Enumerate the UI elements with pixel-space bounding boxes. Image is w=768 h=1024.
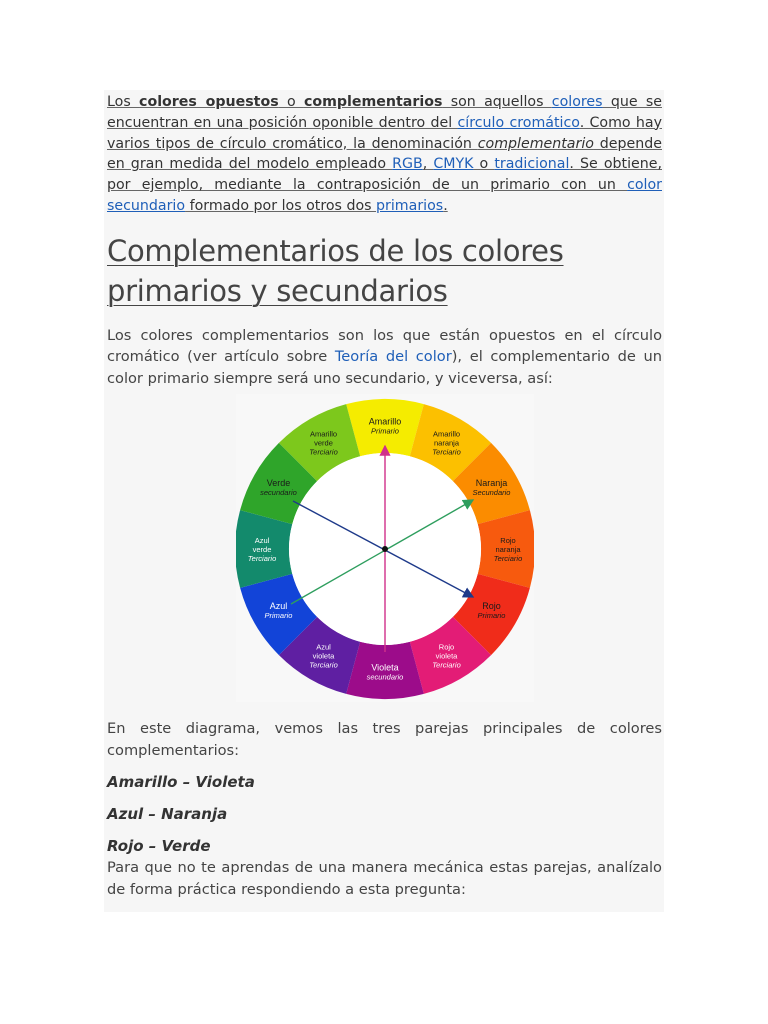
svg-text:Primario: Primario (477, 611, 506, 620)
pair-amarillo-violeta: Amarillo – Violeta (107, 773, 255, 791)
link-circulo-cromatico[interactable]: círculo cromático (457, 114, 580, 131)
intro-text: . Se obtiene, por ejemplo, mediante la contraposición de un primario con un (107, 156, 662, 194)
svg-text:Terciario: Terciario (432, 447, 461, 457)
intro-text: o (473, 156, 495, 173)
svg-text:Primario: Primario (371, 426, 399, 436)
center-dot (382, 546, 388, 552)
svg-text:Amarillo: Amarillo (309, 429, 338, 439)
intro-paragraph (107, 92, 662, 217)
italic-term: complementario (477, 135, 594, 152)
bold-term-opuestos: colores opuestos (139, 94, 279, 110)
paragraph-text: ), el complementario de un color primario siempre será uno secundario, y viceversa, así: (107, 348, 662, 387)
link-color-secundario[interactable]: color secundario (107, 177, 662, 214)
svg-text:Terciario: Terciario (309, 447, 338, 457)
bold-term-complementarios: complementarios (303, 94, 443, 110)
link-cmyk[interactable]: CMYK (433, 156, 474, 173)
wheel-label-violeta (367, 663, 404, 682)
svg-text:violeta: violeta (312, 651, 335, 661)
article-body (107, 92, 662, 389)
closing-paragraph: Para que no te aprendas de una manera mecánica estas parejas, analízalo de forma práctica respondiendo a esta pregunta: (107, 859, 662, 898)
diagram-paragraph: En este diagrama, vemos las tres parejas principales de colores complementarios: (107, 720, 662, 759)
wheel-label-amarillo (369, 417, 402, 436)
pair-azul-naranja: Azul – Naranja (107, 805, 228, 823)
svg-text:Rojo: Rojo (500, 536, 516, 545)
svg-text:violeta: violeta (435, 651, 458, 661)
color-wheel (236, 394, 534, 702)
intro-text: que se encuentran en una posición oponible dentro del (107, 94, 662, 131)
svg-text:Verde: Verde (266, 478, 291, 488)
intro-text: son aquellos (442, 94, 552, 110)
svg-text:Terciario: Terciario (309, 660, 338, 670)
svg-text:Rojo: Rojo (482, 601, 501, 611)
intro-text: formado por los otros dos (185, 197, 377, 214)
svg-text:verde: verde (314, 438, 333, 448)
section-heading: Complementarios de los colores primarios y secundarios (107, 233, 564, 308)
pair-rojo-verde: Rojo – Verde (107, 837, 211, 855)
link-tradicional[interactable]: tradicional (494, 156, 570, 173)
wheel-label-amarillo-naranja (432, 429, 460, 456)
link-primarios[interactable]: primarios (376, 197, 444, 214)
svg-text:naranja: naranja (495, 545, 521, 554)
svg-text:Azul: Azul (316, 642, 331, 652)
svg-text:Secundario: Secundario (472, 488, 511, 497)
intro-text: , (422, 156, 434, 173)
color-wheel-figure (236, 394, 534, 702)
after-figure-text (107, 718, 662, 900)
svg-text:Amarillo: Amarillo (368, 416, 402, 427)
svg-text:Azul: Azul (254, 536, 270, 545)
intro-text: depende en gran medida del modelo empleado (107, 135, 662, 173)
link-rgb[interactable]: RGB (392, 156, 423, 173)
intro-text: . (443, 197, 448, 214)
link-colores[interactable]: colores (551, 94, 603, 110)
svg-text:Naranja: Naranja (475, 478, 508, 488)
svg-text:Terciario: Terciario (247, 554, 277, 563)
intro-text: . Como hay varios tipos de círculo cromático, la denominación (107, 114, 662, 152)
svg-text:Amarillo: Amarillo (432, 429, 461, 439)
svg-text:secundario: secundario (366, 672, 404, 682)
svg-text:Terciario: Terciario (493, 554, 523, 563)
svg-text:Rojo: Rojo (438, 642, 455, 652)
svg-text:Violeta: Violeta (371, 662, 399, 673)
svg-text:Azul: Azul (269, 601, 288, 611)
explanation-paragraph (107, 325, 662, 390)
paragraph-text: Los colores complementarios son los que están opuestos en el círculo cromático (ver artículo sobre (107, 326, 662, 366)
svg-text:naranja: naranja (433, 438, 460, 448)
link-teoria-del-color[interactable]: Teoría del color (334, 348, 452, 366)
intro-text: Los (107, 94, 140, 110)
intro-text: o (278, 94, 304, 110)
svg-text:verde: verde (252, 545, 272, 554)
svg-text:secundario: secundario (260, 488, 297, 497)
wheel-label-naranja (473, 478, 511, 497)
svg-text:Primario: Primario (264, 611, 293, 620)
svg-text:Terciario: Terciario (432, 660, 461, 670)
